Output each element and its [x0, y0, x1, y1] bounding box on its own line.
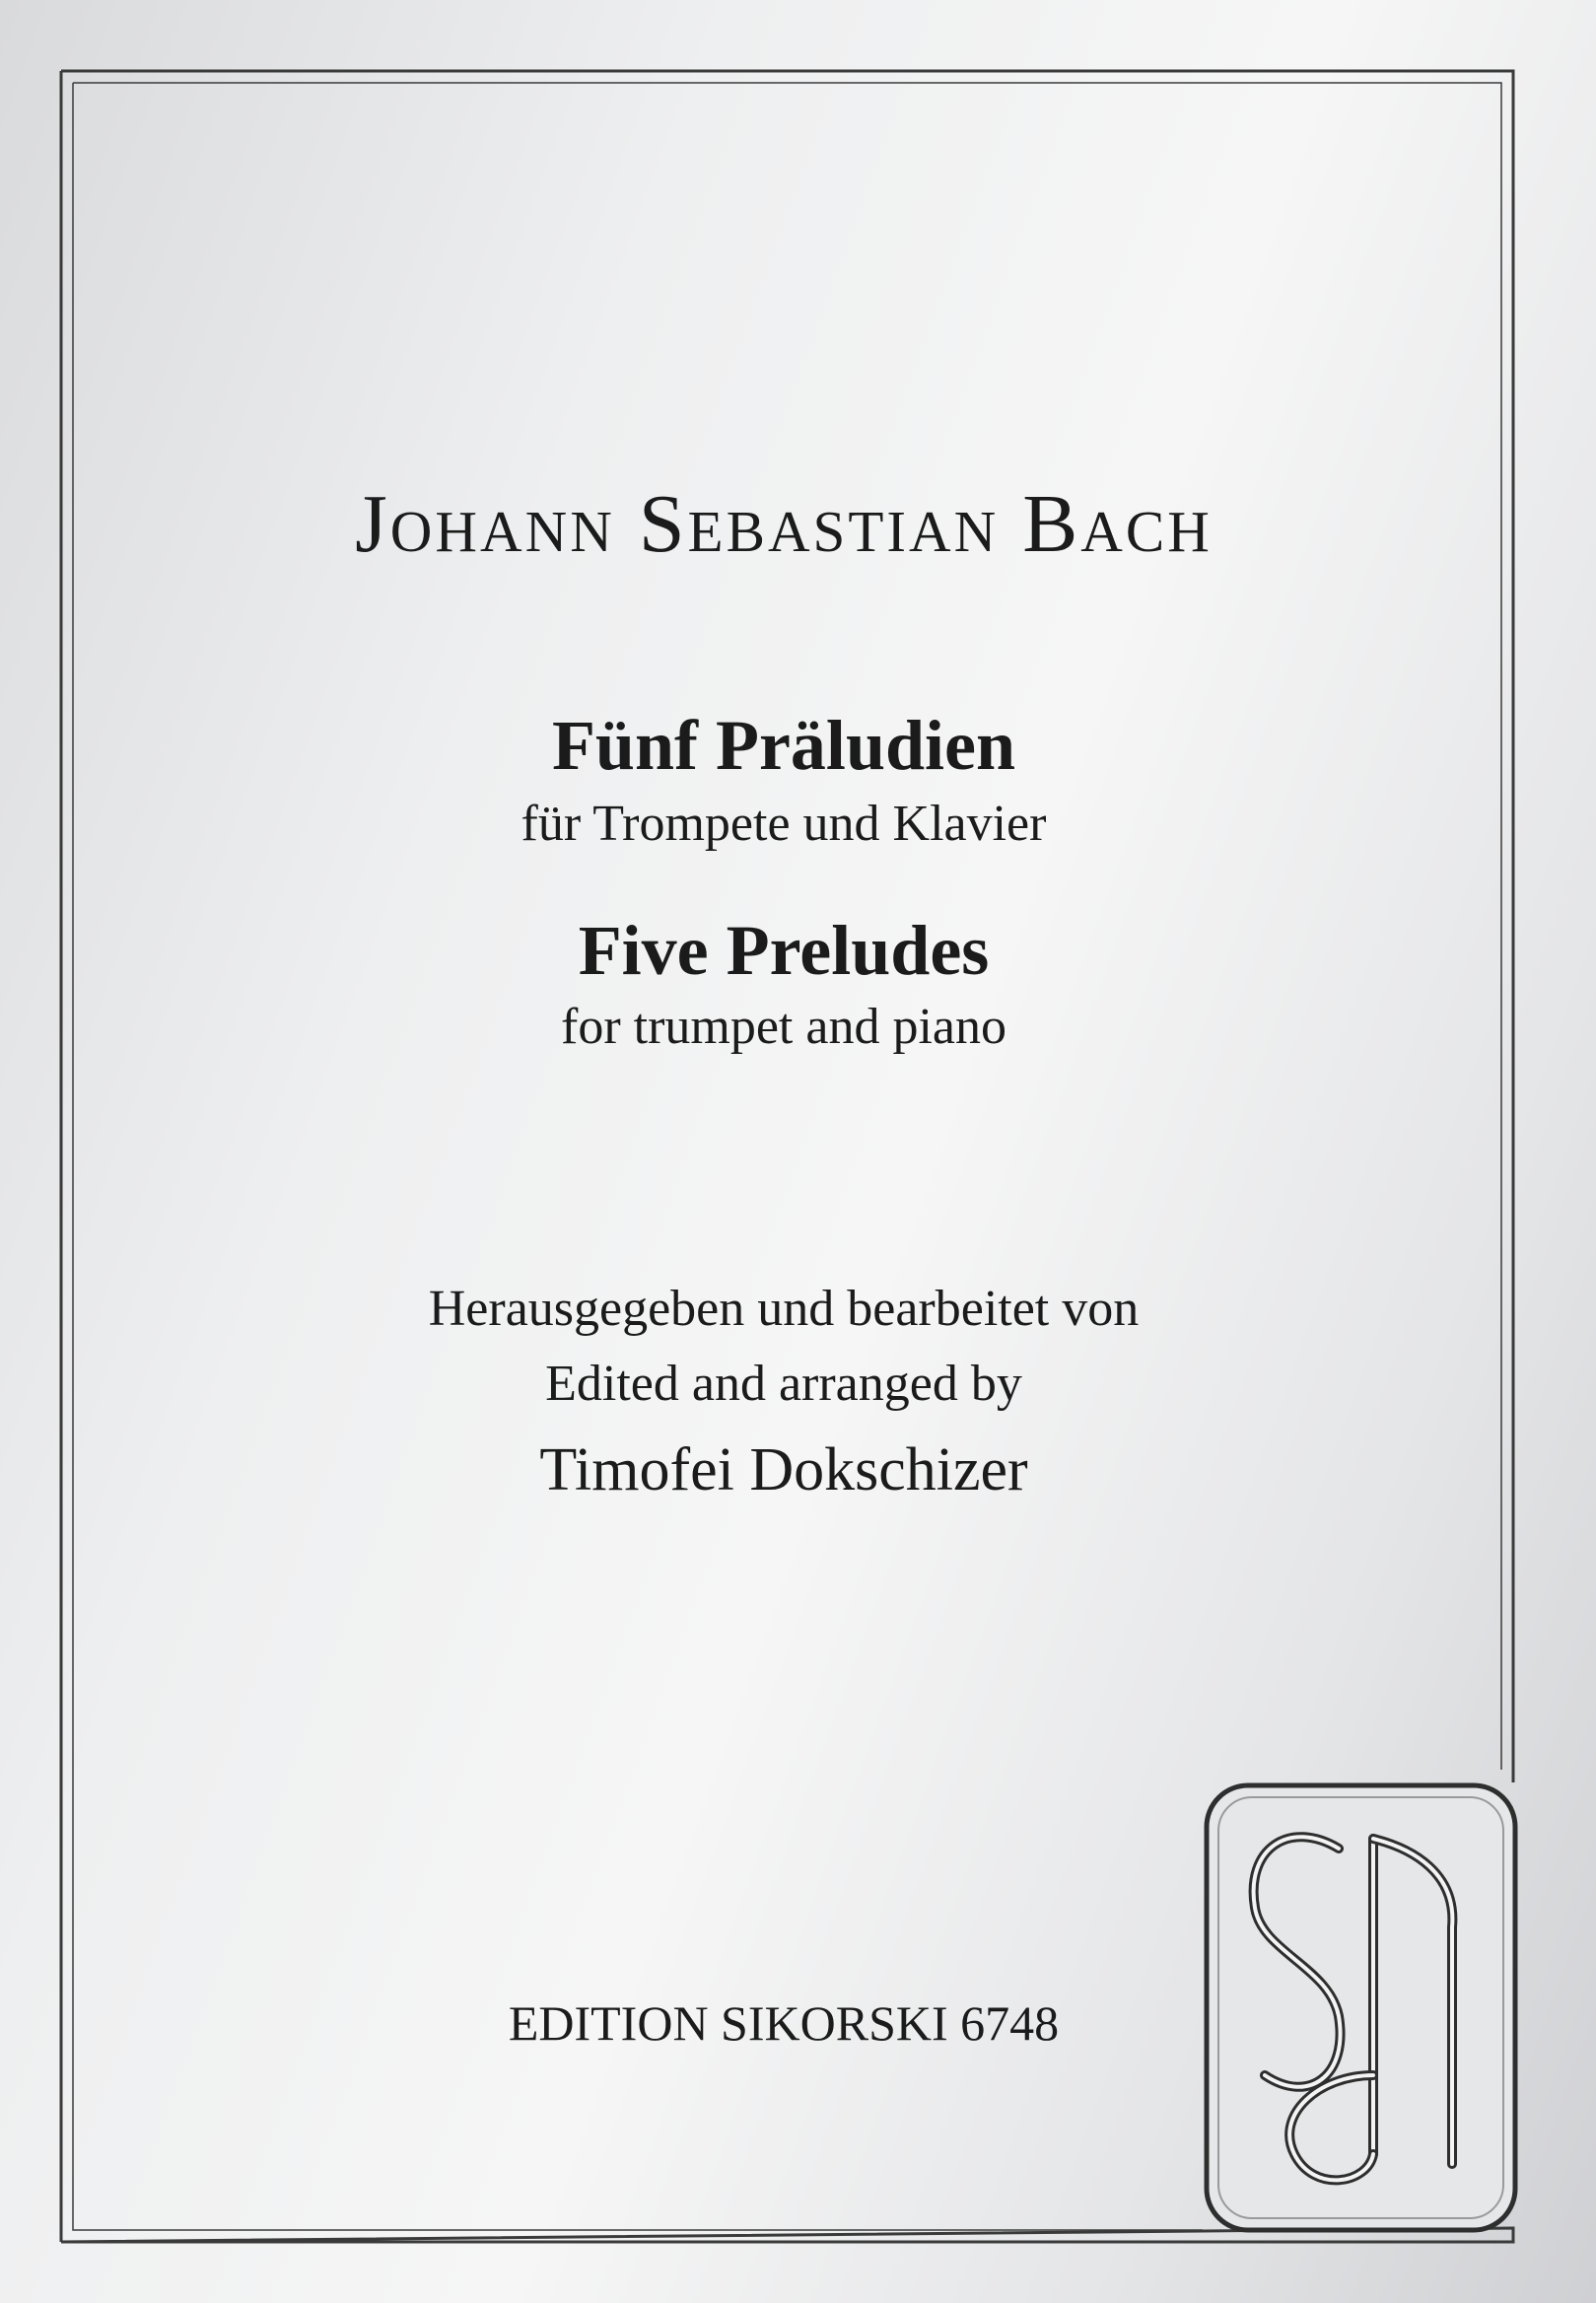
editor-name: Timofei Dokschizer [539, 1436, 1028, 1503]
sikorski-logo-icon [1201, 1780, 1521, 2236]
composer-name: Johann Sebastian Bach [355, 478, 1213, 570]
publisher-edition-number: EDITION SIKORSKI 6748 [508, 1995, 1060, 2051]
title-english: Five Preludes [578, 911, 990, 990]
subtitle-english: for trumpet and piano [561, 999, 1006, 1055]
subtitle-german: für Trompete und Klavier [520, 796, 1047, 852]
editor-label-german: Herausgegeben und bearbeitet von [428, 1281, 1140, 1337]
editor-label-english: Edited and arranged by [545, 1356, 1022, 1412]
title-german: Fünf Präludien [551, 706, 1016, 785]
